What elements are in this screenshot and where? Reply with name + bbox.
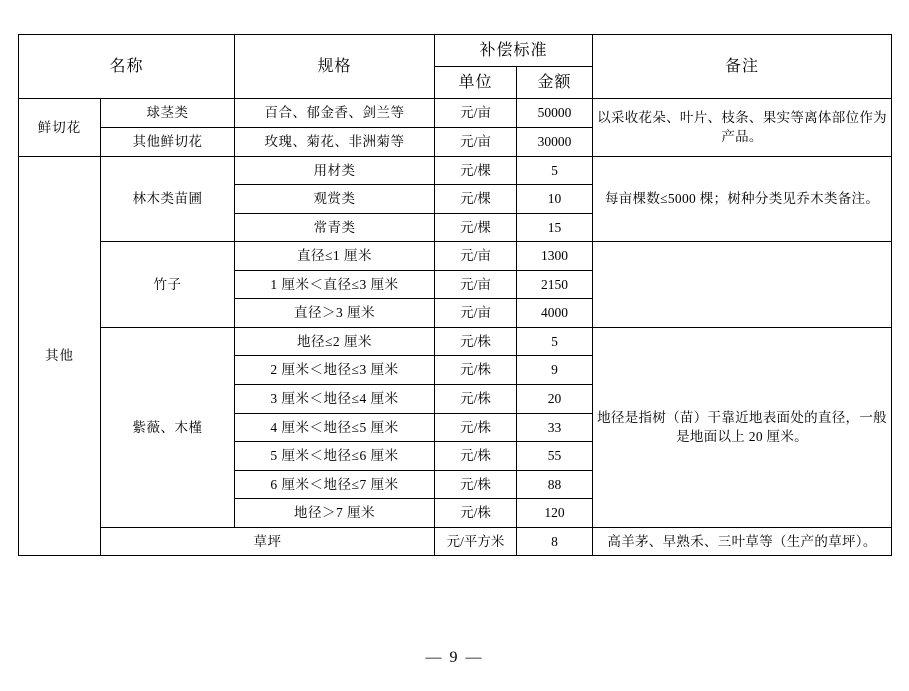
unit-cell: 元/株 xyxy=(435,413,517,442)
spec-cell: 5 厘米＜地径≤6 厘米 xyxy=(235,442,435,471)
header-amount: 金额 xyxy=(517,67,593,99)
amount-cell: 20 xyxy=(517,385,593,414)
compensation-table-container xyxy=(18,34,891,556)
unit-cell: 元/亩 xyxy=(435,99,517,128)
table-row xyxy=(19,242,892,271)
remark-cell: 每亩棵数≤5000 棵；树种分类见乔木类备注。 xyxy=(593,156,892,242)
header-unit: 单位 xyxy=(435,67,517,99)
subcategory-cell: 紫薇、木槿 xyxy=(101,327,235,527)
remark-cell: 高羊茅、早熟禾、三叶草等（生产的草坪）。 xyxy=(593,527,892,556)
subcategory-cell: 林木类苗圃 xyxy=(101,156,235,242)
spec-cell: 1 厘米＜直径≤3 厘米 xyxy=(235,270,435,299)
spec-cell: 6 厘米＜地径≤7 厘米 xyxy=(235,470,435,499)
remark-cell: 以采收花朵、叶片、枝条、果实等离体部位作为产品。 xyxy=(593,99,892,156)
remark-cell xyxy=(593,242,892,328)
amount-cell: 15 xyxy=(517,213,593,242)
header-standard: 补偿标准 xyxy=(435,35,593,67)
amount-cell: 50000 xyxy=(517,99,593,128)
subcategory-cell: 草坪 xyxy=(101,527,435,556)
spec-cell: 用材类 xyxy=(235,156,435,185)
spec-cell: 玫瑰、菊花、非洲菊等 xyxy=(235,127,435,156)
amount-cell: 10 xyxy=(517,185,593,214)
spec-cell: 直径＞3 厘米 xyxy=(235,299,435,328)
table-row xyxy=(19,99,892,128)
remark-cell: 地径是指树（苗）干靠近地表面处的直径，一般是地面以上 20 厘米。 xyxy=(593,327,892,527)
unit-cell: 元/平方米 xyxy=(435,527,517,556)
category-cell: 其他 xyxy=(19,156,101,556)
spec-cell: 地径＞7 厘米 xyxy=(235,499,435,528)
amount-cell: 2150 xyxy=(517,270,593,299)
amount-cell: 1300 xyxy=(517,242,593,271)
unit-cell: 元/株 xyxy=(435,327,517,356)
amount-cell: 33 xyxy=(517,413,593,442)
spec-cell: 地径≤2 厘米 xyxy=(235,327,435,356)
spec-cell: 直径≤1 厘米 xyxy=(235,242,435,271)
unit-cell: 元/亩 xyxy=(435,242,517,271)
compensation-table xyxy=(18,34,892,556)
category-cell: 鲜切花 xyxy=(19,99,101,156)
subcategory-cell: 竹子 xyxy=(101,242,235,328)
unit-cell: 元/株 xyxy=(435,442,517,471)
spec-cell: 4 厘米＜地径≤5 厘米 xyxy=(235,413,435,442)
unit-cell: 元/亩 xyxy=(435,127,517,156)
amount-cell: 5 xyxy=(517,327,593,356)
unit-cell: 元/株 xyxy=(435,499,517,528)
spec-cell: 常青类 xyxy=(235,213,435,242)
table-row xyxy=(19,527,892,556)
table-header-row-1 xyxy=(19,35,892,67)
amount-cell: 120 xyxy=(517,499,593,528)
spec-cell: 百合、郁金香、剑兰等 xyxy=(235,99,435,128)
table-row xyxy=(19,156,892,185)
unit-cell: 元/棵 xyxy=(435,213,517,242)
unit-cell: 元/株 xyxy=(435,356,517,385)
header-name: 名称 xyxy=(19,35,235,99)
subcategory-cell: 球茎类 xyxy=(101,99,235,128)
spec-cell: 3 厘米＜地径≤4 厘米 xyxy=(235,385,435,414)
unit-cell: 元/亩 xyxy=(435,270,517,299)
amount-cell: 30000 xyxy=(517,127,593,156)
amount-cell: 88 xyxy=(517,470,593,499)
table-row xyxy=(19,327,892,356)
amount-cell: 55 xyxy=(517,442,593,471)
unit-cell: 元/棵 xyxy=(435,185,517,214)
unit-cell: 元/株 xyxy=(435,385,517,414)
header-remark: 备注 xyxy=(593,35,892,99)
page-number: — 9 — xyxy=(425,649,484,666)
unit-cell: 元/棵 xyxy=(435,156,517,185)
spec-cell: 观赏类 xyxy=(235,185,435,214)
amount-cell: 9 xyxy=(517,356,593,385)
amount-cell: 4000 xyxy=(517,299,593,328)
amount-cell: 5 xyxy=(517,156,593,185)
unit-cell: 元/株 xyxy=(435,470,517,499)
header-spec: 规格 xyxy=(235,35,435,99)
subcategory-cell: 其他鲜切花 xyxy=(101,127,235,156)
unit-cell: 元/亩 xyxy=(435,299,517,328)
spec-cell: 2 厘米＜地径≤3 厘米 xyxy=(235,356,435,385)
amount-cell: 8 xyxy=(517,527,593,556)
